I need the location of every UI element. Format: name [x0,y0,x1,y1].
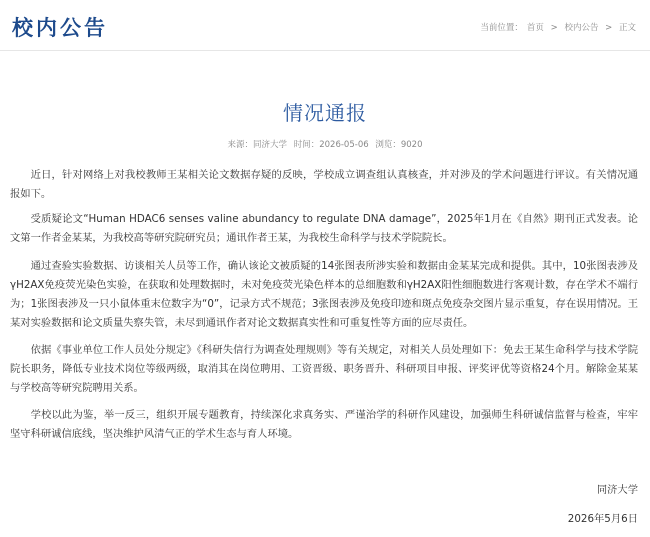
meta-source: 来源：同济大学 [227,140,288,150]
article-paragraph: 通过查验实验数据、访谈相关人员等工作，确认该论文被质疑的14张图表所涉实验和数据由金某某完成和提供。其中，10张图表涉及γH2AX免疫荧光染色实验，在获取和处理数据时，未对免疫荧光染色样本的总细胞数和γH2AX阳性细胞数进行客观计数，存在学术不端行为；1张图表涉及一只小鼠体重末位数字为“0”，记录方式不规范；3张图表涉及免疫印迹和斑点免疫杂交图片显示重复，存在误用情况。王某对实验数据和论文质量失察失管，未尽到通讯作者对论文数据真实性和可重复性等方面的应尽责任。 [10,260,638,329]
signature-org: 同济大学 [596,484,638,496]
site-header [0,0,650,51]
breadcrumb-separator: > [605,23,613,33]
signature-date: 2026年5月6日 [567,513,638,525]
article-paragraph: 受质疑论文“Human HDAC6 senses valine abundancy to regulate DNA damage”，2025年1月在《自然》期刊正式发表。论文第一作者金某某，为我校高等研究院研究员；通讯作者王某，为我校生命科学与技术学院院长。 [10,213,638,244]
article-paragraph: 依据《事业单位工作人员处分规定》《科研失信行为调查处理规则》等有关规定，对相关人员处理如下：免去王某生命科学与技术学院院长职务，降低专业技术岗位等级两级，取消其在岗位聘用、工资晋级、职务晋升、科研项目申报、评奖评优等资格24个月。解除金某某与学校高等研究院聘用关系。 [10,344,638,394]
meta-views: 浏览：9020 [375,140,423,150]
breadcrumb-item-home[interactable]: 首页 [526,23,544,33]
section-title: 校内公告 [12,15,108,40]
meta-time: 时间：2026-05-06 [293,140,369,150]
article-title: 情况通报 [283,101,367,125]
breadcrumb-item-current: 正文 [618,23,636,33]
breadcrumb-item-announcements[interactable]: 校内公告 [564,23,599,33]
breadcrumb-prefix: 当前位置： [480,23,523,33]
breadcrumb-separator: > [550,23,558,33]
article-meta [0,138,650,150]
article-paragraph: 近日，针对网络上对我校教师王某相关论文数据存疑的反映，学校成立调查组认真核查，并对涉及的学术问题进行评议。有关情况通报如下。 [10,169,638,200]
breadcrumb [478,21,638,33]
article-paragraph: 学校以此为鉴，举一反三，组织开展专题教育，持续深化求真务实、严谨治学的科研作风建设，加强师生科研诚信监督与检查，牢牢坚守科研诚信底线，坚决维护风清气正的学术生态与育人环境。 [10,409,638,440]
